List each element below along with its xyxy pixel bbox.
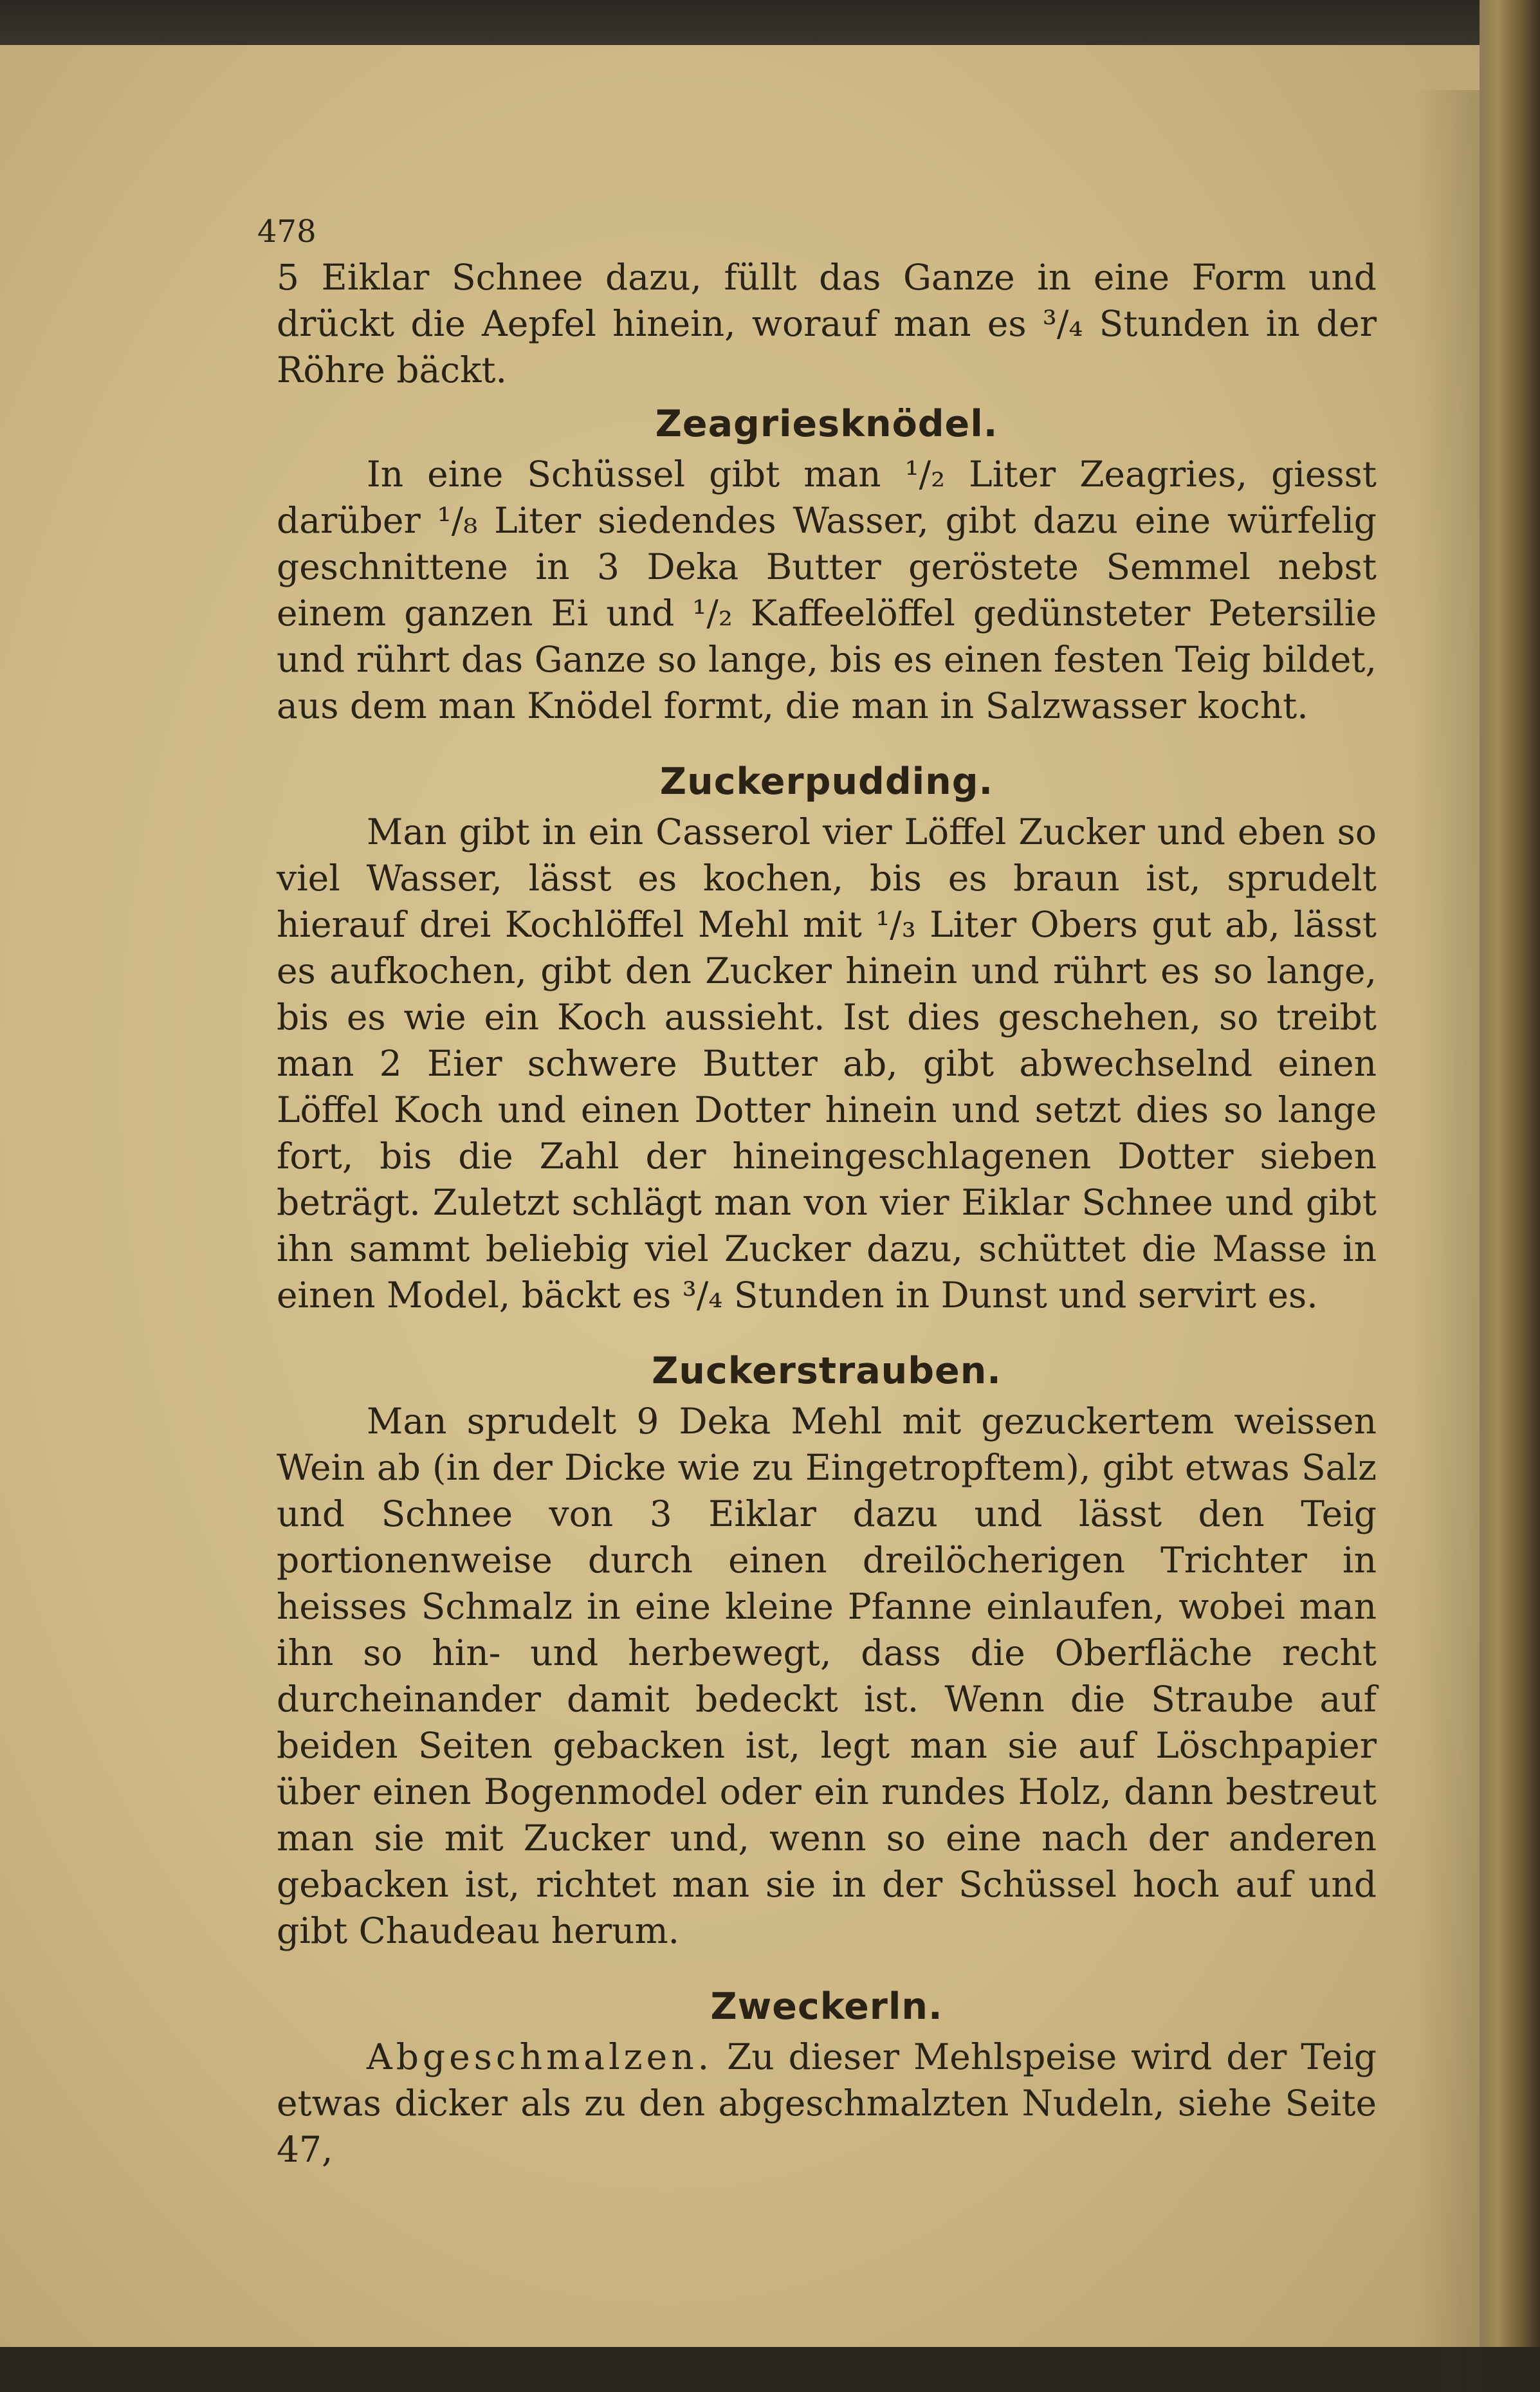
heading-zuckerpudding: Zuckerpudding.	[659, 760, 994, 803]
paragraph-zweckerln-lead: Abgeschmalzen.	[367, 2036, 713, 2077]
paragraph-zweckerln-text: Zu dieser Mehlspeise wird der Teig etwas dicker als zu den abgeschmalzten Nudeln, siehe Seite 47,	[277, 2036, 1377, 2170]
heading-zuckerstrauben: Zuckerstrauben.	[652, 1350, 1002, 1392]
book-edge	[1480, 0, 1540, 2347]
heading-zweckerln: Zweckerln.	[710, 1985, 943, 2028]
page-number: 478	[257, 214, 316, 250]
paragraph-zuckerpudding: Man gibt in ein Casserol vier Löffel Zucker und eben so viel Wasser, lässt es kochen, bis es braun ist, sprudelt hierauf drei Kochlöffel Mehl mit ¹/₃ Liter Obers gut ab, lässt es aufkochen, gibt den Zucker hinein und rührt es so lange, bis es wie ein Koch aussieht. Ist dies geschehen, so treibt man 2 Eier schwere Butter ab, gibt abwechselnd einen Löffel Koch und einen Dotter hinein und setzt dies so lange fort, bis die Zahl der hineingeschlagenen Dotter sieben beträgt. Zuletzt schlägt man von vier Eiklar Schnee und gibt ihn sammt beliebig viel Zucker dazu, schüttet die Masse in einen Model, bäckt es ³/₄ Stunden in Dunst und servirt es.	[277, 811, 1377, 1316]
paragraph-zuckerstrauben: Man sprudelt 9 Deka Mehl mit gezuckertem weissen Wein ab (in der Dicke wie zu Eingetropftem), gibt etwas Salz und Schnee von 3 Eiklar dazu und lässt den Teig portionenweise durch einen dreilöcherigen Trichter in heisses Schmalz in eine kleine Pfanne einlaufen, wobei man ihn so hin- und herbewegt, dass die Oberfläche recht durcheinander damit bedeckt ist. Wenn die Straube auf beiden Seiten gebacken ist, legt man sie auf Löschpapier über einen Bogenmodel oder ein rundes Holz, dann bestreut man sie mit Zucker und, wenn so eine nach der anderen gebacken ist, richtet man sie in der Schüssel hoch auf und gibt Chaudeau herum.	[277, 1401, 1377, 1951]
heading-zeagriesknoedel: Zeagriesknödel.	[655, 403, 998, 445]
paragraph-zweckerln	[277, 2034, 1377, 2173]
page-text	[277, 45, 1377, 2173]
intro-paragraph: 5 Eiklar Schnee dazu, füllt das Ganze in eine Form und drückt die Aepfel hinein, worauf man es ³/₄ Stunden in der Röhre bäckt.	[277, 257, 1377, 391]
scan-top-border	[0, 0, 1540, 45]
page-shadow	[1415, 90, 1480, 2392]
paragraph-zeagriesknoedel: In eine Schüssel gibt man ¹/₂ Liter Zeagries, giesst darüber ¹/₈ Liter siedendes Wasser, gibt dazu eine würfelig geschnittene in 3 Deka Butter geröstete Semmel nebst einem ganzen Ei und ¹/₂ Kaffeelöffel gedünsteter Petersilie und rührt das Ganze so lange, bis es einen festen Teig bildet, aus dem man Knödel formt, die man in Salzwasser kocht.	[277, 454, 1377, 726]
book-page	[0, 45, 1480, 2347]
